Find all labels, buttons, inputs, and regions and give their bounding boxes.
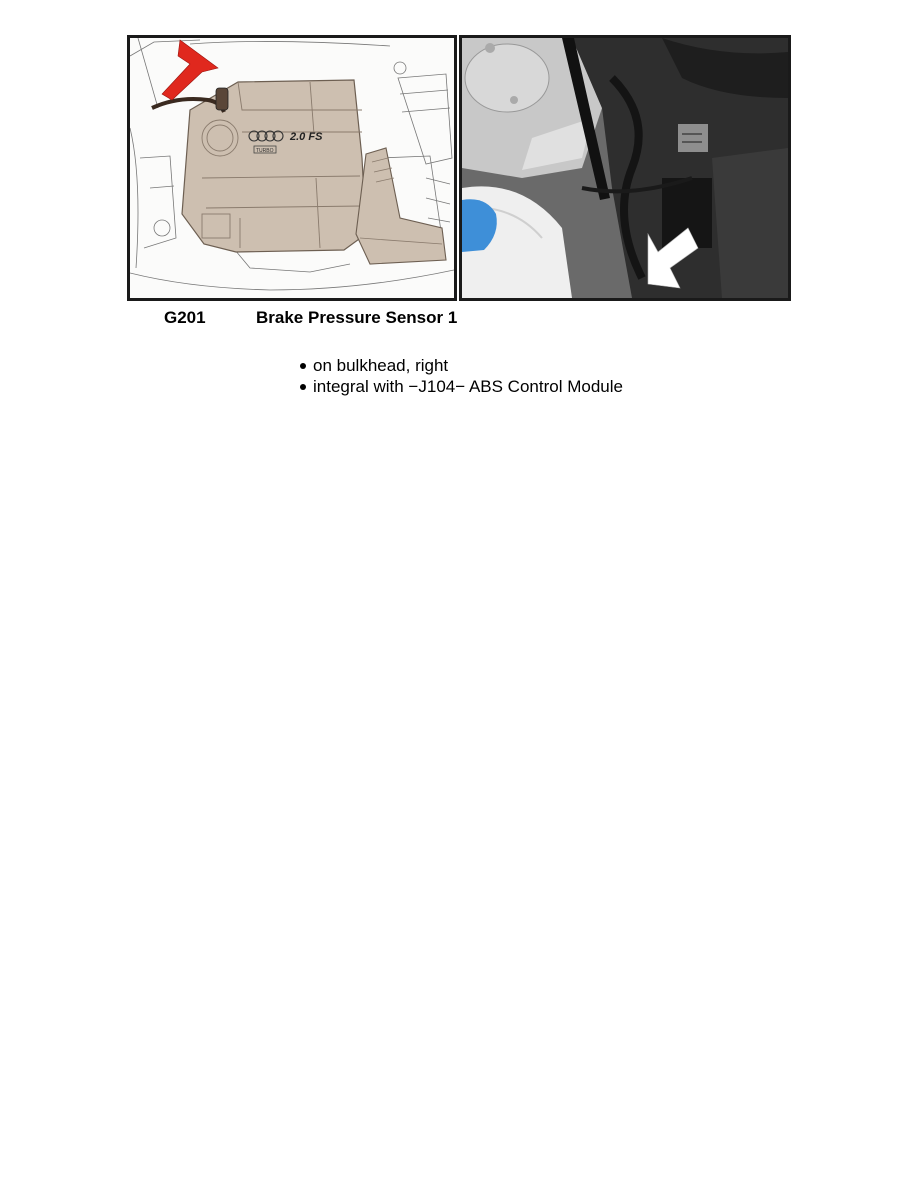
sensor-connector [216, 88, 228, 110]
engine-badge-text: 2.0 FS [290, 131, 323, 143]
engine-bay-illustration [127, 35, 457, 301]
list-item [300, 355, 623, 376]
bullet-icon [300, 363, 306, 369]
bullet-icon [300, 384, 306, 390]
pointer-arrow-icon [162, 40, 218, 100]
location-notes [300, 355, 623, 397]
component-name: Brake Pressure Sensor 1 [256, 308, 458, 327]
engine-subbadge-text: TURBO [256, 148, 274, 154]
list-item [300, 376, 623, 397]
note-text: on bulkhead, right [313, 356, 449, 375]
engine-cover [182, 80, 366, 252]
component-code: G201 [164, 308, 206, 327]
component-location-photo [459, 35, 791, 301]
note-text: integral with −J104− ABS Control Module [313, 377, 623, 396]
